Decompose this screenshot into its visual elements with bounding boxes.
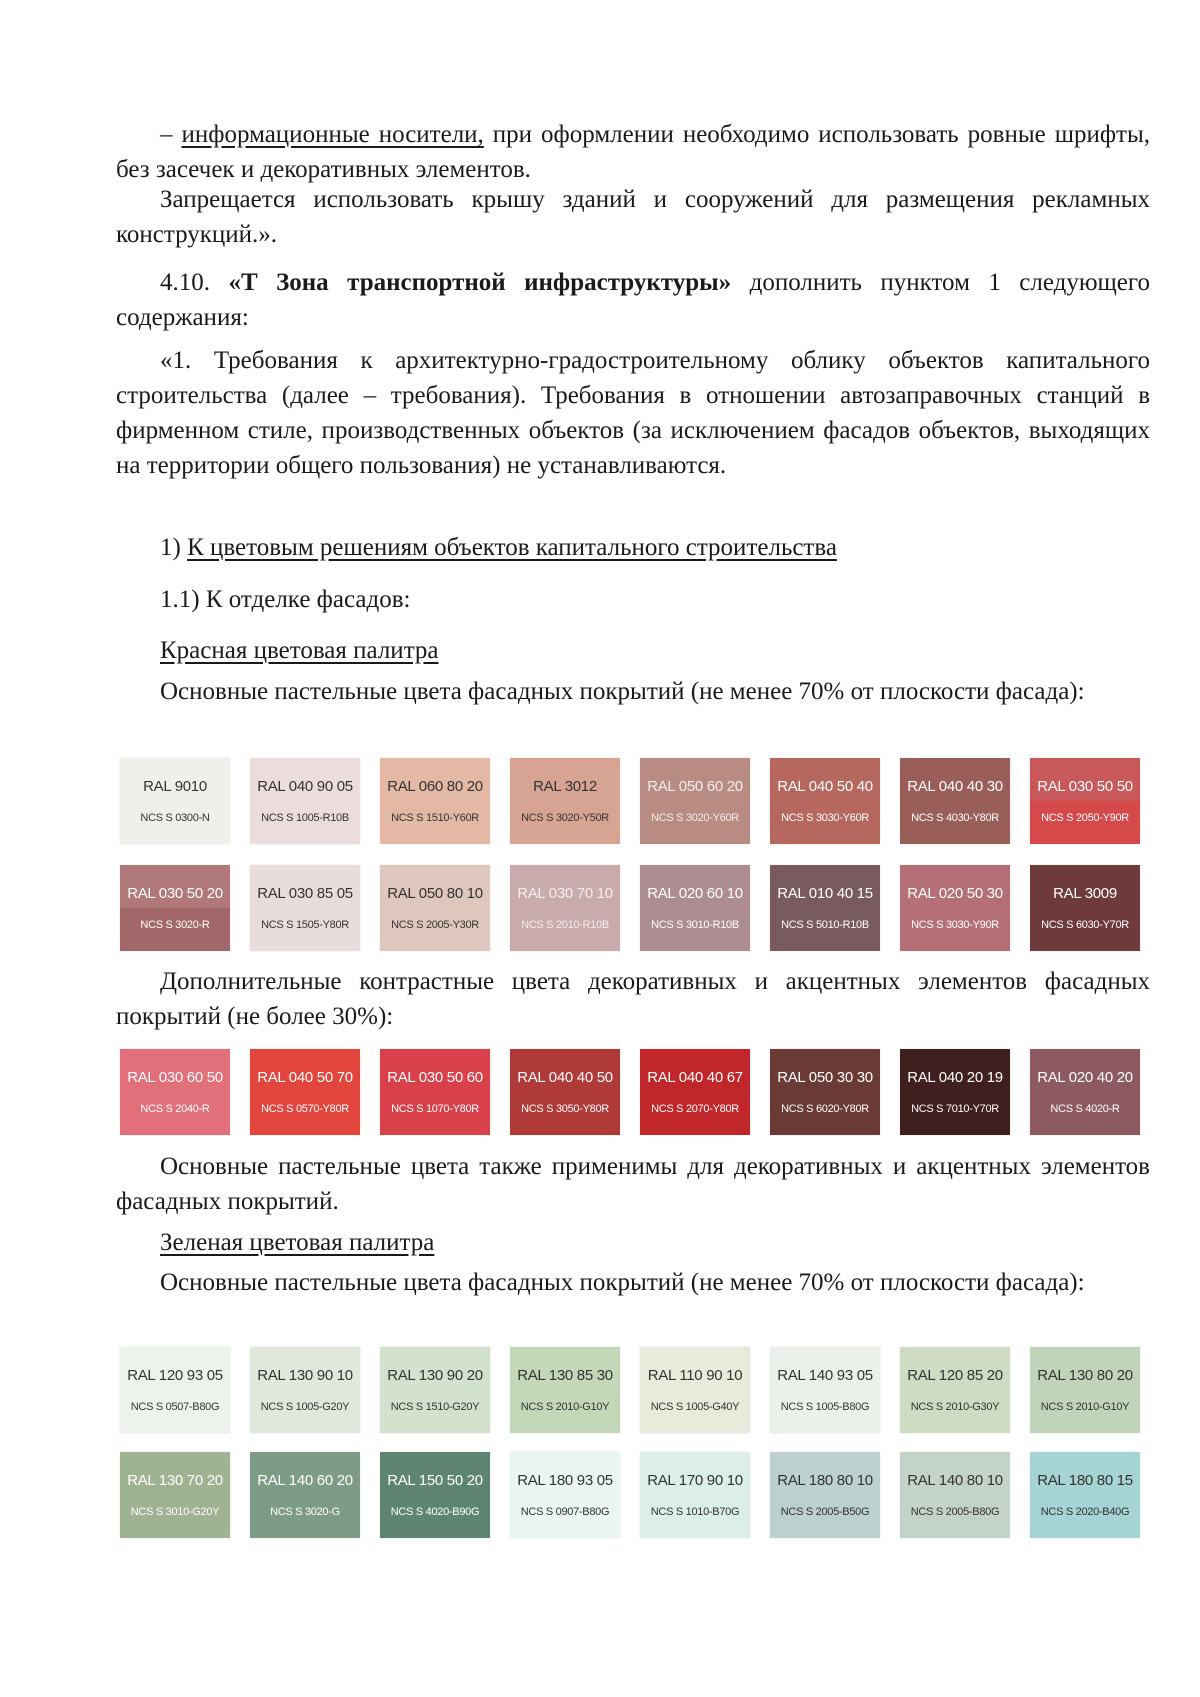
ncs-code: NCS S 4020-R bbox=[1050, 1103, 1120, 1115]
color-swatch bbox=[120, 758, 230, 844]
color-swatch bbox=[510, 1347, 620, 1433]
color-swatch bbox=[250, 758, 360, 844]
underlined-term: информационные носители, bbox=[181, 121, 484, 148]
ral-code: RAL 020 50 30 bbox=[907, 885, 1003, 902]
palette-row bbox=[120, 1347, 1150, 1435]
heading-text: Зеленая цветовая палитра bbox=[160, 1229, 435, 1256]
color-swatch bbox=[1030, 1452, 1140, 1538]
ral-code: RAL 040 40 67 bbox=[647, 1069, 743, 1086]
ncs-code: NCS S 3020-Y60R bbox=[651, 812, 739, 824]
ral-code: RAL 180 80 10 bbox=[777, 1472, 873, 1489]
ral-code: RAL 140 80 10 bbox=[907, 1472, 1003, 1489]
paragraph-4-10 bbox=[116, 265, 1150, 335]
ncs-code: NCS S 2010-G30Y bbox=[910, 1401, 1000, 1413]
ncs-code: NCS S 3030-Y90R bbox=[911, 919, 999, 931]
paragraph-text: дополнить пунктом 1 следующего содержания: bbox=[116, 269, 1151, 331]
ncs-code: NCS S 2005-B80G bbox=[910, 1506, 1000, 1518]
ncs-code: NCS S 6030-Y70R bbox=[1041, 919, 1129, 931]
color-swatch bbox=[900, 758, 1010, 844]
ncs-code: NCS S 0300-N bbox=[140, 812, 210, 824]
color-swatch bbox=[1030, 1347, 1140, 1433]
ncs-code: NCS S 5010-R10B bbox=[781, 919, 869, 931]
red-note: Основные пастельные цвета также применимы для декоративных и акцентных элементов фасадных покрытий. bbox=[116, 1153, 1150, 1215]
ncs-code: NCS S 1005-G40Y bbox=[650, 1401, 740, 1413]
color-swatch bbox=[640, 1049, 750, 1135]
ral-code: RAL 030 50 20 bbox=[127, 885, 223, 902]
ncs-code: NCS S 0507-B80G bbox=[130, 1401, 220, 1413]
ral-code: RAL 120 85 20 bbox=[907, 1367, 1003, 1384]
color-swatch bbox=[770, 865, 880, 951]
ral-code: RAL 040 40 50 bbox=[517, 1069, 613, 1086]
ncs-code: NCS S 1005-B80G bbox=[780, 1401, 870, 1413]
ncs-code: NCS S 6020-Y80R bbox=[781, 1103, 869, 1115]
palette-row bbox=[120, 1452, 1150, 1540]
ral-code: RAL 130 80 20 bbox=[1037, 1367, 1133, 1384]
green-main-description: Основные пастельные цвета фасадных покрытий (не менее 70% от плоскости фасада): bbox=[160, 1269, 1085, 1296]
ral-code: RAL 050 60 20 bbox=[647, 778, 743, 795]
color-swatch bbox=[120, 1347, 230, 1433]
color-swatch bbox=[640, 1347, 750, 1433]
color-swatch bbox=[380, 1347, 490, 1433]
color-swatch bbox=[770, 758, 880, 844]
ncs-code: NCS S 2005-B50G bbox=[780, 1506, 870, 1518]
ral-code: RAL 170 90 10 bbox=[647, 1472, 743, 1489]
ncs-code: NCS S 2070-Y80R bbox=[651, 1103, 739, 1115]
color-swatch bbox=[900, 865, 1010, 951]
ral-code: RAL 040 90 05 bbox=[257, 778, 353, 795]
color-swatch bbox=[380, 758, 490, 844]
ncs-code: NCS S 3030-Y60R bbox=[781, 812, 869, 824]
color-swatch bbox=[510, 1452, 620, 1538]
ncs-code: NCS S 7010-Y70R bbox=[911, 1103, 999, 1115]
red-extra-description: Дополнительные контрастные цвета декоративных и акцентных элементов фасадных покрытий (не более 30%): bbox=[116, 968, 1150, 1030]
ral-code: RAL 030 60 50 bbox=[127, 1069, 223, 1086]
color-swatch bbox=[770, 1049, 880, 1135]
section-number: 4.10. bbox=[160, 269, 229, 296]
green-palette-heading bbox=[116, 1225, 1150, 1260]
ral-code: RAL 040 40 30 bbox=[907, 778, 1003, 795]
color-swatch bbox=[510, 1049, 620, 1135]
ral-code: RAL 3012 bbox=[533, 778, 597, 795]
ral-code: RAL 9010 bbox=[143, 778, 207, 795]
ral-code: RAL 040 50 40 bbox=[777, 778, 873, 795]
ncs-code: NCS S 3020-R bbox=[140, 919, 210, 931]
ncs-code: NCS S 4020-B90G bbox=[390, 1506, 480, 1518]
ncs-code: NCS S 2020-B40G bbox=[1040, 1506, 1130, 1518]
color-swatch bbox=[1030, 865, 1140, 951]
ncs-code: NCS S 2010-R10B bbox=[521, 919, 609, 931]
ral-code: RAL 050 30 30 bbox=[777, 1069, 873, 1086]
ral-code: RAL 020 40 20 bbox=[1037, 1069, 1133, 1086]
paragraph-roof-ban: Запрещается использовать крышу зданий и сооружений для размещения рекламных конструкций.». bbox=[116, 186, 1150, 248]
ral-code: RAL 150 50 20 bbox=[387, 1472, 483, 1489]
ral-code: RAL 040 50 70 bbox=[257, 1069, 353, 1086]
ncs-code: NCS S 0570-Y80R bbox=[261, 1103, 349, 1115]
color-swatch bbox=[900, 1452, 1010, 1538]
ncs-code: NCS S 2050-Y90R bbox=[1041, 812, 1129, 824]
color-swatch bbox=[250, 1452, 360, 1538]
color-swatch bbox=[1030, 758, 1140, 844]
ncs-code: NCS S 3010-G20Y bbox=[130, 1506, 220, 1518]
color-swatch bbox=[510, 865, 620, 951]
ral-code: RAL 130 90 10 bbox=[257, 1367, 353, 1384]
ncs-code: NCS S 1070-Y80R bbox=[391, 1103, 479, 1115]
color-swatch bbox=[380, 1452, 490, 1538]
paragraph-media bbox=[116, 117, 1150, 187]
color-swatch bbox=[120, 1049, 230, 1135]
ral-code: RAL 030 50 50 bbox=[1037, 778, 1133, 795]
color-swatch bbox=[380, 865, 490, 951]
ncs-code: NCS S 2005-Y30R bbox=[391, 919, 479, 931]
ncs-code: NCS S 1510-G20Y bbox=[390, 1401, 480, 1413]
ncs-code: NCS S 0907-B80G bbox=[520, 1506, 610, 1518]
ral-code: RAL 030 50 60 bbox=[387, 1069, 483, 1086]
ncs-code: NCS S 1005-R10B bbox=[261, 812, 349, 824]
ral-code: RAL 130 90 20 bbox=[387, 1367, 483, 1384]
ral-code: RAL 120 93 05 bbox=[127, 1367, 223, 1384]
color-swatch bbox=[510, 758, 620, 844]
color-swatch bbox=[900, 1347, 1010, 1433]
ral-code: RAL 050 80 10 bbox=[387, 885, 483, 902]
ral-code: RAL 140 60 20 bbox=[257, 1472, 353, 1489]
ncs-code: NCS S 1510-Y60R bbox=[391, 812, 479, 824]
color-swatch bbox=[1030, 1049, 1140, 1135]
ncs-code: NCS S 2010-G10Y bbox=[520, 1401, 610, 1413]
color-swatch bbox=[250, 865, 360, 951]
ral-code: RAL 040 20 19 bbox=[907, 1069, 1003, 1086]
color-swatch bbox=[120, 1452, 230, 1538]
red-palette-heading bbox=[116, 633, 1150, 668]
paragraph-color-solutions bbox=[116, 530, 1150, 565]
color-swatch bbox=[120, 865, 230, 951]
color-swatch bbox=[900, 1049, 1010, 1135]
ral-code: RAL 110 90 10 bbox=[647, 1367, 743, 1384]
ncs-code: NCS S 1010-B70G bbox=[650, 1506, 740, 1518]
ral-code: RAL 020 60 10 bbox=[647, 885, 743, 902]
ral-code: RAL 180 80 15 bbox=[1037, 1472, 1133, 1489]
palette-row bbox=[120, 865, 1150, 953]
ncs-code: NCS S 2040-R bbox=[140, 1103, 210, 1115]
ral-code: RAL 140 93 05 bbox=[777, 1367, 873, 1384]
underlined-heading: К цветовым решениям объектов капитального строительства bbox=[187, 534, 837, 561]
ral-code: RAL 3009 bbox=[1053, 885, 1117, 902]
color-swatch bbox=[380, 1049, 490, 1135]
color-swatch bbox=[770, 1347, 880, 1433]
ral-code: RAL 130 70 20 bbox=[127, 1472, 223, 1489]
ral-code: RAL 030 70 10 bbox=[517, 885, 613, 902]
ncs-code: NCS S 1005-G20Y bbox=[260, 1401, 350, 1413]
dash: – bbox=[160, 121, 182, 148]
red-main-description: Основные пастельные цвета фасадных покрытий (не менее 70% от плоскости фасада): bbox=[160, 678, 1085, 705]
ral-code: RAL 030 85 05 bbox=[257, 885, 353, 902]
ral-code: RAL 180 93 05 bbox=[517, 1472, 613, 1489]
ncs-code: NCS S 3020-G bbox=[270, 1506, 340, 1518]
palette-row bbox=[120, 758, 1150, 846]
heading-text: Красная цветовая палитра bbox=[160, 637, 439, 664]
palette-row bbox=[120, 1049, 1150, 1137]
paragraph-facade-finishing: 1.1) К отделке фасадов: bbox=[160, 586, 411, 613]
ncs-code: NCS S 2010-G10Y bbox=[1040, 1401, 1130, 1413]
ral-code: RAL 060 80 20 bbox=[387, 778, 483, 795]
color-swatch bbox=[250, 1347, 360, 1433]
color-swatch bbox=[640, 865, 750, 951]
paragraph-requirements: «1. Требования к архитектурно-градостроительному облику объектов капитального строительства (далее – требования). Требования в отношении автозаправочных станций в фирменном стиле, производственных объектов (за исключением фасадов объектов, выходящих на территории общего пользования) не устанавливаются. bbox=[116, 347, 1150, 479]
ncs-code: NCS S 1505-Y80R bbox=[261, 919, 349, 931]
zone-title: «Т Зона транспортной инфраструктуры» bbox=[228, 269, 732, 296]
color-swatch bbox=[770, 1452, 880, 1538]
ncs-code: NCS S 3010-R10B bbox=[651, 919, 739, 931]
ral-code: RAL 010 40 15 bbox=[777, 885, 873, 902]
ral-code: RAL 130 85 30 bbox=[517, 1367, 613, 1384]
color-swatch bbox=[640, 1452, 750, 1538]
color-swatch bbox=[250, 1049, 360, 1135]
ncs-code: NCS S 4030-Y80R bbox=[911, 812, 999, 824]
item-number: 1) bbox=[160, 534, 188, 561]
ncs-code: NCS S 3020-Y50R bbox=[521, 812, 609, 824]
paragraph-text: при оформлении необходимо использовать ровные шрифты, без засечек и декоративных элементов. bbox=[116, 121, 1150, 183]
ncs-code: NCS S 3050-Y80R bbox=[521, 1103, 609, 1115]
color-swatch bbox=[640, 758, 750, 844]
